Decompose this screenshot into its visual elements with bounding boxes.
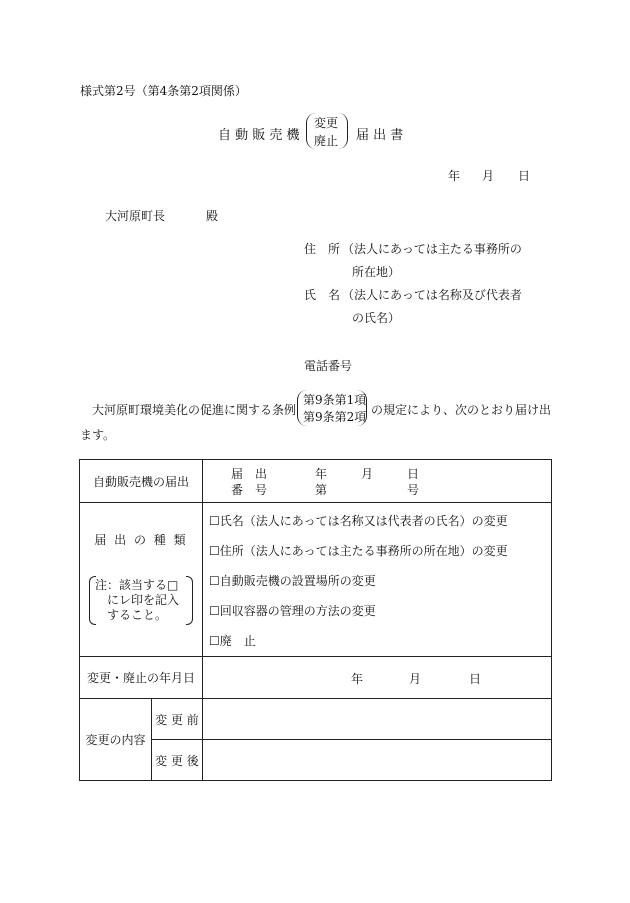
address-label: 住 所 <box>304 242 341 256</box>
title-suffix: 届 出 書 <box>356 128 404 143</box>
note-line1: 注：該当する□ <box>95 578 179 592</box>
number-prefix: 第 <box>315 483 328 497</box>
row-notification-number <box>80 460 552 503</box>
label-after: 変 更 後 <box>152 740 203 781</box>
notification-year: 年 <box>315 467 328 481</box>
change-day: 日 <box>469 671 482 686</box>
phone-label: 電話番号 <box>304 359 353 373</box>
option-abolish[interactable]: ☐廃 止 <box>209 634 256 648</box>
form-table <box>79 459 552 781</box>
label-change-content: 変更の内容 <box>80 699 152 781</box>
name-label: 氏 名 <box>304 288 341 302</box>
note-line2: にレ印を記入 <box>107 593 180 607</box>
notification-month: 月 <box>361 467 374 481</box>
body-text-part1: 大河原町環境美化の促進に関する条例 <box>92 403 297 417</box>
change-year: 年 <box>351 671 364 686</box>
row-notification-type <box>80 503 552 657</box>
title-option-abolish: 廃止 <box>314 134 339 148</box>
note-line3: すること。 <box>107 608 168 622</box>
honorific: 殿 <box>206 209 219 223</box>
date-day: 日 <box>518 169 531 183</box>
body-ref-9-1: 第9条第1項 <box>303 393 367 407</box>
cell-type-options <box>203 503 552 657</box>
instruction-note <box>89 576 193 625</box>
cell-after[interactable] <box>203 740 552 781</box>
title-prefix: 自 動 販 売 機 <box>218 128 300 143</box>
row-change-before <box>80 699 552 740</box>
cell-before[interactable] <box>203 699 552 740</box>
number-suffix: 号 <box>407 483 420 497</box>
name-note-line2: の氏名） <box>352 311 401 325</box>
cell-notification-number[interactable] <box>203 460 552 503</box>
addressee: 大河原町長 <box>105 209 166 223</box>
label-before: 変 更 前 <box>152 699 203 740</box>
title-option-change: 変更 <box>314 116 339 130</box>
option-address-change[interactable]: ☐住所（法人にあっては主たる事務所の所在地）の変更 <box>209 544 508 558</box>
date-year: 年 <box>448 169 461 183</box>
label-notification: 自動販売機の届出 <box>80 460 203 503</box>
name-note-line1: （法人にあっては名称及び代表者 <box>342 288 522 302</box>
label-notification-type: 届 出 の 種 類 <box>94 533 188 547</box>
address-note-line1: （法人にあっては主たる事務所の <box>342 242 522 256</box>
option-name-change[interactable]: ☐氏名（法人にあっては名称又は代表者の氏名）の変更 <box>209 514 508 528</box>
number-label: 番 号 <box>231 483 268 497</box>
form-number: 様式第2号（第4条第2項関係） <box>80 84 247 98</box>
notification-day: 日 <box>407 467 420 481</box>
change-month: 月 <box>409 671 422 686</box>
label-change-date: 変更・廃止の年月日 <box>80 657 203 699</box>
option-container-management-change[interactable]: ☐回収容器の管理の方法の変更 <box>209 604 376 618</box>
date-month: 月 <box>482 169 495 183</box>
body-text-part3: ます。 <box>80 428 116 442</box>
cell-change-date[interactable] <box>203 657 552 699</box>
option-location-change[interactable]: ☐自動販売機の設置場所の変更 <box>209 574 376 588</box>
row-change-date <box>80 657 552 699</box>
notification-label: 届 出 <box>231 467 268 481</box>
address-note-line2: 所在地） <box>352 265 401 279</box>
cell-type-label <box>80 503 203 657</box>
body-text-part2: の規定により、次のとおり届け出 <box>371 403 552 417</box>
body-ref-9-2: 第9条第2項 <box>303 410 367 424</box>
